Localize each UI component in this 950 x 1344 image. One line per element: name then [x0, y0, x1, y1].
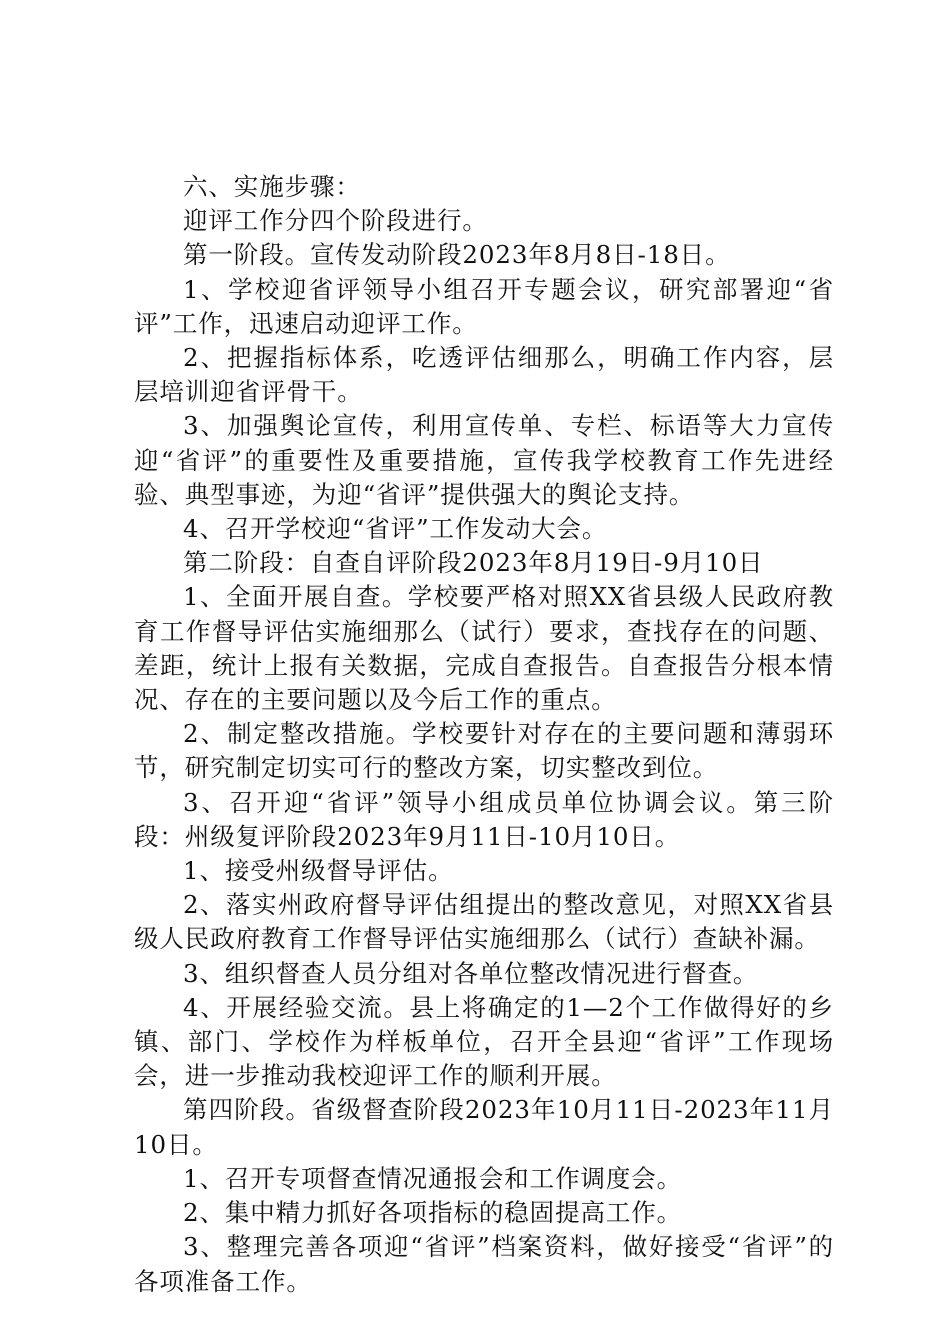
paragraph: 2、集中精力抓好各项指标的稳固提高工作。 — [183, 1198, 683, 1228]
paragraph: 2、制定整改措施。学校要针对存在的主要问题和薄弱环节，研究制定切实可行的整改方案，切实整改到位。 — [134, 719, 834, 783]
phase-heading: 第二阶段：自查自评阶段2023年8月19日-9月10日 — [183, 548, 764, 578]
paragraph: 2、落实州政府督导评估组提出的整改意见，对照XX省县级人民政府教育工作督导评估实施细那么（试行）查缺补漏。 — [134, 890, 834, 954]
phase-heading: 第四阶段。省级督查阶段2023年10月11日-2023年11月10日。 — [134, 1095, 834, 1159]
paragraph: 3、加强舆论宣传，利用宣传单、专栏、标语等大力宣传迎“省评”的重要性及重要措施，宣传我学校教育工作先进经验、典型事迹，为迎“省评”提供强大的舆论支持。 — [134, 411, 834, 509]
paragraph: 4、开展经验交流。县上将确定的1—2个工作做得好的乡镇、部门、学校作为样板单位，召开全县迎“省评”工作现场会，进一步推动我校迎评工作的顺利开展。 — [134, 992, 834, 1091]
paragraph: 3、组织督查人员分组对各单位整改情况进行督查。 — [183, 958, 759, 988]
phase-heading: 第一阶段。宣传发动阶段2023年8月8日-18日。 — [183, 240, 731, 270]
paragraph: 2、把握指标体系，吃透评估细那么，明确工作内容，层层培训迎省评骨干。 — [134, 343, 834, 407]
section-heading: 六、实施步骤： — [183, 172, 361, 201]
paragraph: 1、接受州级督导评估。 — [183, 856, 454, 886]
paragraph: 1、全面开展自查。学校要严格对照XX省县级人民政府教育工作督导评估实施细那么（试行）要求，查找存在的问题、差距，统计上报有关数据，完成自查报告。自查报告分根本情况、存在的主要问题以及今后工作的重点。 — [134, 582, 834, 715]
paragraph: 3、召开迎“省评”领导小组成员单位协调会议。第三阶段：州级复评阶段2023年9月11日-10月10日。 — [134, 787, 834, 851]
paragraph: 1、学校迎省评领导小组召开专题会议，研究部署迎“省评”工作，迅速启动迎评工作。 — [134, 274, 834, 338]
document-body — [134, 170, 834, 1299]
paragraph: 1、召开专项督查情况通报会和工作调度会。 — [183, 1163, 683, 1193]
paragraph: 3、整理完善各项迎“省评”档案资料，做好接受“省评”的各项准备工作。 — [134, 1232, 834, 1296]
paragraph: 迎评工作分四个阶段进行。 — [183, 206, 488, 236]
paragraph: 4、召开学校迎“省评”工作发动大会。 — [183, 514, 608, 544]
